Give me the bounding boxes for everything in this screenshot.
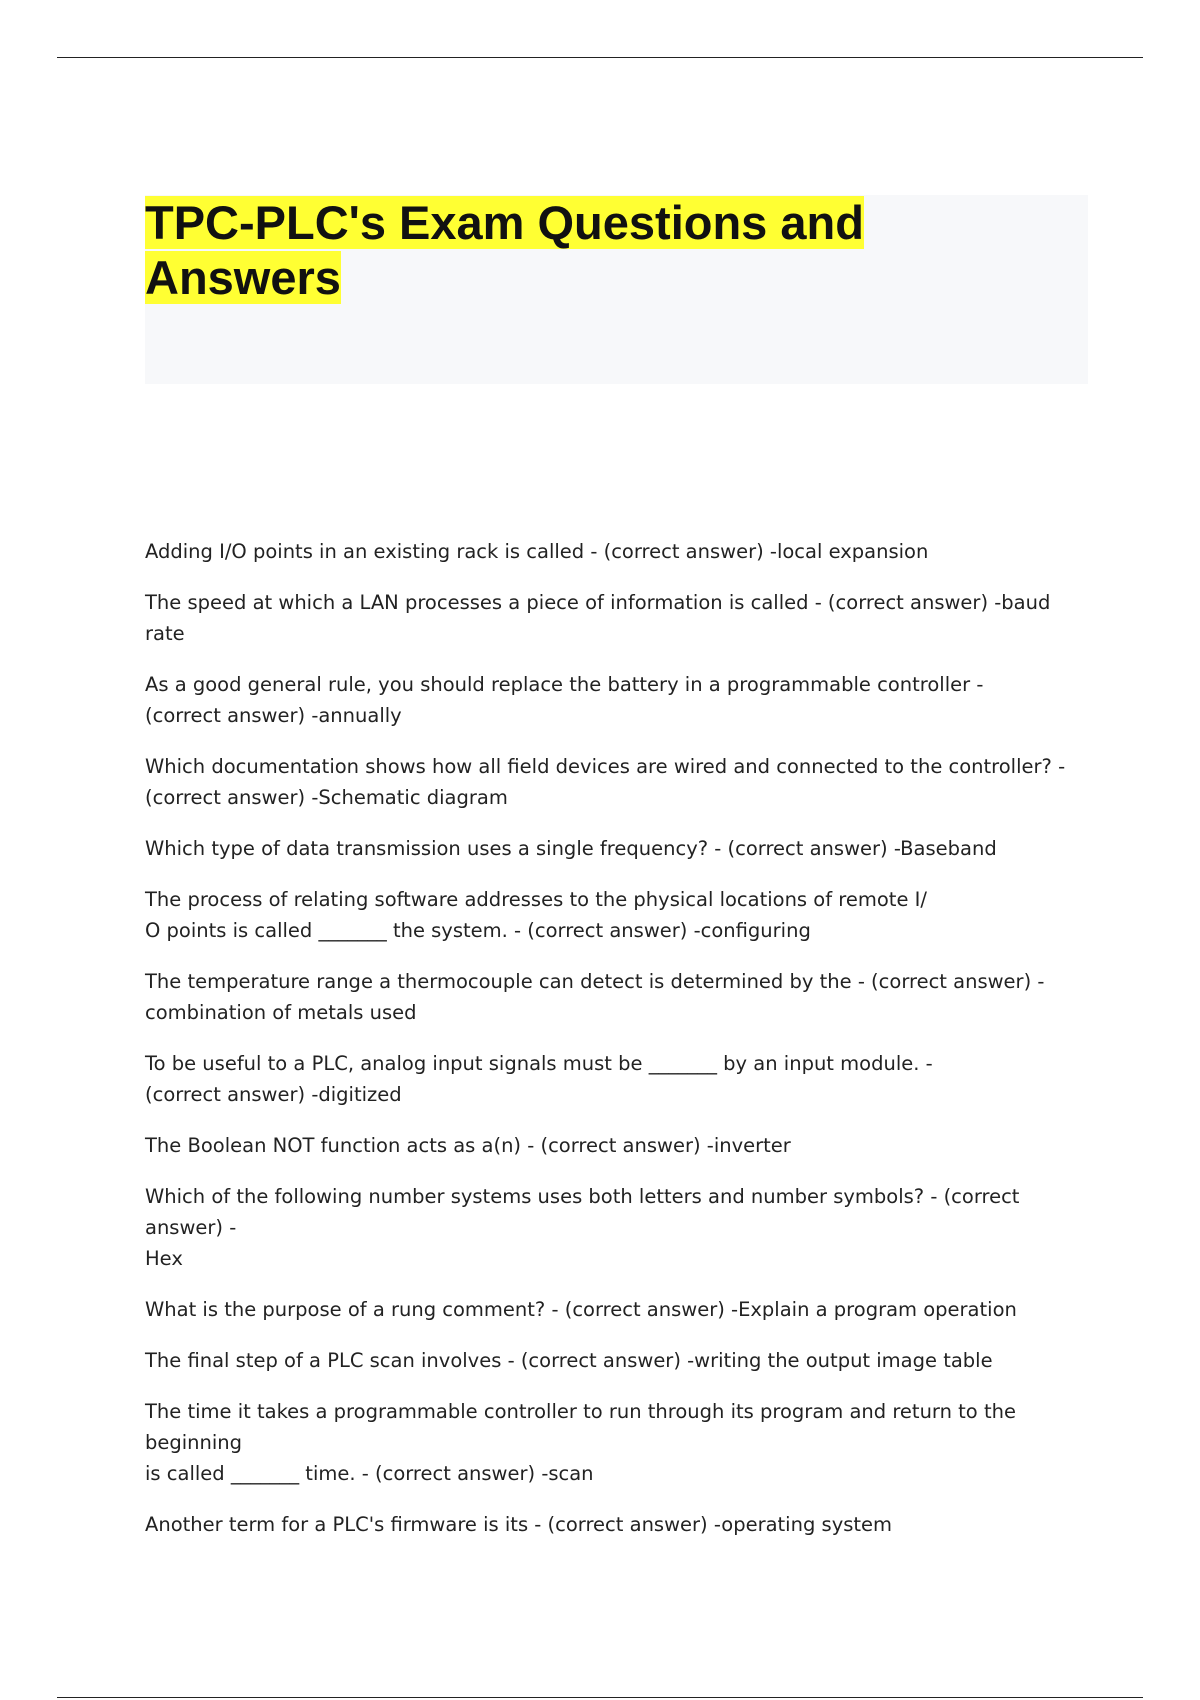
top-rule — [57, 57, 1143, 58]
qa-item-10: Which of the following number systems uses both letters and number symbols? - (correct answer) - Hex — [145, 1185, 1020, 1270]
title-box — [145, 195, 1088, 384]
qa-item-3: As a good general rule, you should replace the battery in a programmable controller - (correct answer) -annually — [145, 673, 984, 727]
qa-item-2: The speed at which a LAN processes a piece of information is called - (correct answer) -baud rate — [145, 591, 1051, 645]
qa-list — [145, 536, 1093, 1560]
qa-item-14: Another term for a PLC's firmware is its - (correct answer) -operating system — [145, 1513, 893, 1536]
qa-item-1: Adding I/O points in an existing rack is called - (correct answer) -local expansion — [145, 540, 929, 563]
title-highlight: TPC-PLC's Exam Questions and Answers — [145, 196, 864, 304]
qa-item-13: The time it takes a programmable controller to run through its program and return to the beginning is called _______ time. - (correct answer) -scan — [145, 1400, 1016, 1485]
qa-item-4: Which documentation shows how all field devices are wired and connected to the controller? - (correct answer) -Schematic diagram — [145, 755, 1066, 809]
qa-item-8: To be useful to a PLC, analog input signals must be _______ by an input module. - (correct answer) -digitized — [145, 1052, 933, 1106]
qa-item-11: What is the purpose of a rung comment? - (correct answer) -Explain a program operation — [145, 1298, 1017, 1321]
document-title — [145, 195, 905, 305]
qa-item-6: The process of relating software addresses to the physical locations of remote I/ O points is called _______ the system. - (correct answer) -configuring — [145, 888, 927, 942]
qa-item-12: The final step of a PLC scan involves - (correct answer) -writing the output image table — [145, 1349, 993, 1372]
qa-item-7: The temperature range a thermocouple can detect is determined by the - (correct answer) - combination of metals used — [145, 970, 1045, 1024]
qa-item-5: Which type of data transmission uses a single frequency? - (correct answer) -Baseband — [145, 837, 997, 860]
qa-item-9: The Boolean NOT function acts as a(n) - (correct answer) -inverter — [145, 1134, 791, 1157]
bottom-rule — [57, 1697, 1143, 1698]
